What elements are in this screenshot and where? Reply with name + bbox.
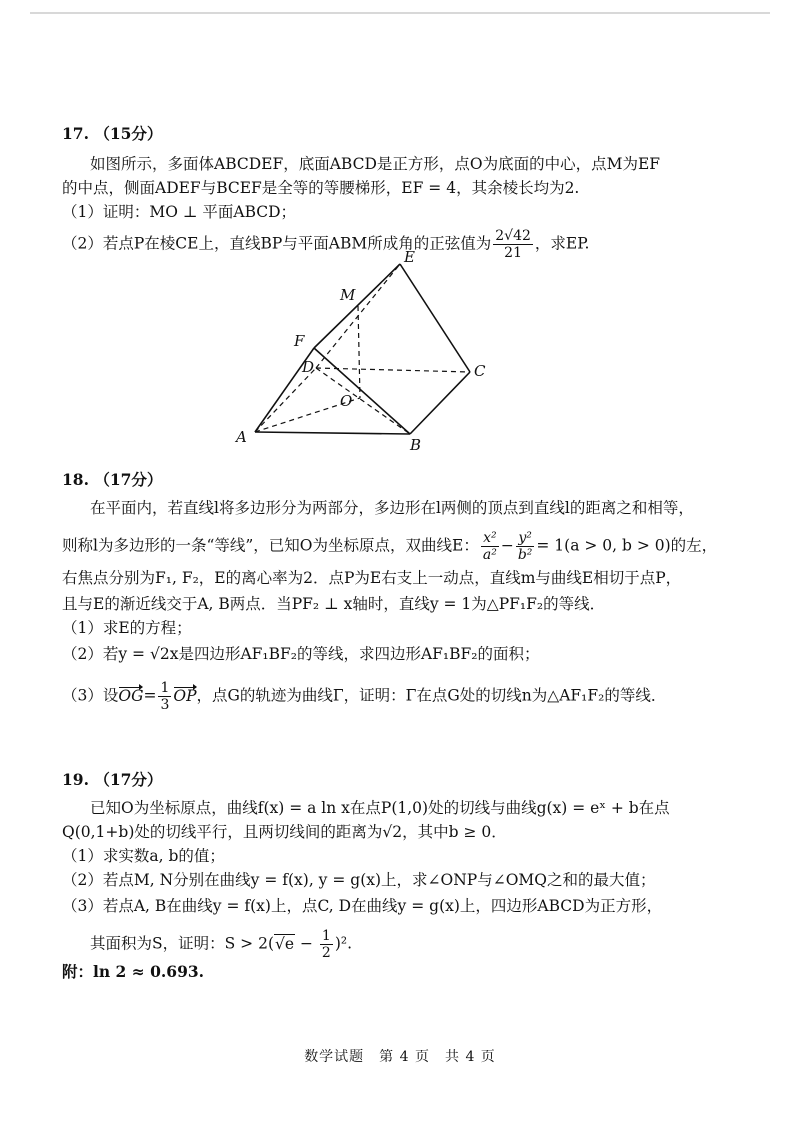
q18-x-numerator: x² (481, 530, 499, 547)
q19-part-3: （3）若点A, B在曲线y = f(x)上，点C, D在曲线y = g(x)上，四边形ABCD为正方形， (62, 897, 663, 915)
edge-bc (410, 372, 470, 434)
q18-y-fraction (516, 530, 535, 563)
q18-y-numerator: y² (516, 530, 535, 547)
q19-part-2: （2）若点M, N分别在曲线y = f(x), y = g(x)上，求∠ONP与∠OMQ之和的最大值； (62, 871, 656, 889)
label-f: F (294, 332, 305, 350)
q17-sine-fraction (493, 228, 533, 261)
q18-minus: − (500, 536, 514, 555)
q19-minus: − (295, 934, 318, 953)
q18-y-denominator: b² (517, 547, 533, 563)
q18-text-1: 在平面内，若直线l将多边形分为两部分，多边形在l两侧的顶点到直线l的距离之和相等， (90, 499, 694, 517)
label-m: M (340, 286, 356, 304)
q17-part-2-text: （2）若点P在棱CE上，直线BP与平面ABM所成角的正弦值为 (62, 234, 492, 253)
edge-fe (314, 264, 400, 348)
q18-x-fraction (481, 530, 499, 563)
q18-third-fraction (158, 680, 171, 713)
label-d: D (302, 358, 315, 376)
q17-heading: 17. （15分） (62, 124, 163, 143)
edge-ad (255, 368, 316, 432)
edge-fb (314, 348, 410, 434)
q18-text-2-lead: 则称l为多边形的一条“等线”，已知O为坐标原点，双曲线E： (62, 536, 479, 555)
q18-equals: = (143, 686, 157, 705)
q19-text-2: Q(0,1+b)处的切线平行，且两切线间的距离为√2，其中b ≥ 0． (62, 823, 507, 841)
vector-og: OG (118, 686, 144, 705)
q17-text-2: 的中点，侧面ADEF与BCEF是全等的等腰梯形，EF = 4，其余棱长均为2. (62, 179, 580, 197)
vector-op: OP (173, 686, 197, 705)
q18-heading: 18. （17分） (62, 470, 163, 489)
label-b: B (410, 436, 422, 454)
q18-text-3: 右焦点分别为F₁, F₂，E的离心率为2．点P为E右支上一动点，直线m与曲线E相切于点P， (62, 569, 682, 587)
q17-sine-denominator: 21 (504, 245, 522, 261)
edge-ec (400, 264, 470, 372)
q18-text-4: 且与E的渐近线交于A, B两点．当PF₂ ⊥ x轴时，直线y = 1为△PF₁F₂的等线． (62, 595, 606, 613)
q19-half-fraction (320, 928, 333, 961)
q18-third-denominator: 3 (160, 697, 170, 713)
appendix-note: 附：ln 2 ≈ 0.693. (62, 962, 205, 981)
page-footer: 数学试题 第 4 页 共 4 页 (304, 1049, 496, 1065)
q18-text-2-tail: = 1(a > 0, b > 0)的左， (536, 536, 718, 555)
q18-text-2 (62, 530, 717, 563)
q19-text-1: 已知O为坐标原点，曲线f(x) = a ln x在点P(1,0)处的切线与曲线g(x) = eˣ + b在点 (90, 799, 670, 817)
edge-af (255, 348, 314, 432)
q17-sine-numerator: 2√42 (495, 228, 531, 244)
diag-db (316, 368, 410, 434)
label-c: C (474, 362, 486, 380)
q19-half-numerator: 1 (321, 928, 331, 944)
q18-part-3-tail: ，点G的轨迹为曲线Γ，证明：Γ在点G处的切线n为△AF₁F₂的等线． (196, 686, 667, 705)
q17-part-1: （1）证明：MO ⊥ 平面ABCD； (62, 203, 297, 221)
q19-heading: 19. （17分） (62, 770, 163, 789)
edge-de (316, 264, 400, 368)
q18-third-numerator: 1 (160, 680, 170, 696)
q19-half-denominator: 2 (321, 945, 331, 961)
q17-part-2-tail: ，求EP. (534, 234, 590, 253)
q18-part-2: （2）若y = √2x是四边形AF₁BF₂的等线，求四边形AF₁BF₂的面积； (62, 645, 540, 663)
q19-part-1: （1）求实数a, b的值； (62, 847, 225, 865)
q17-text-1: 如图所示，多面体ABCDEF，底面ABCD是正方形，点O为底面的中心，点M为EF (90, 155, 661, 173)
segment-ao (255, 398, 360, 432)
q19-sqrt-e: √e (275, 934, 295, 953)
q18-x-denominator: a² (482, 547, 497, 563)
label-a: A (236, 428, 247, 446)
top-border (30, 12, 770, 14)
q18-part-3 (62, 680, 666, 713)
q18-part-1: （1）求E的方程； (62, 619, 192, 637)
label-e: E (404, 248, 415, 266)
q19-part-3-line-2 (90, 928, 352, 961)
q19-part-3-lead: 其面积为S，证明：S > 2( (90, 934, 274, 953)
segment-mo (358, 306, 360, 398)
q17-part-2 (62, 228, 589, 261)
q18-part-3-lead: （3）设 (62, 686, 119, 705)
label-o: O (340, 392, 353, 410)
edge-ab (255, 432, 410, 434)
edge-dc (316, 368, 470, 372)
q19-part-3-tail: )². (334, 934, 353, 953)
